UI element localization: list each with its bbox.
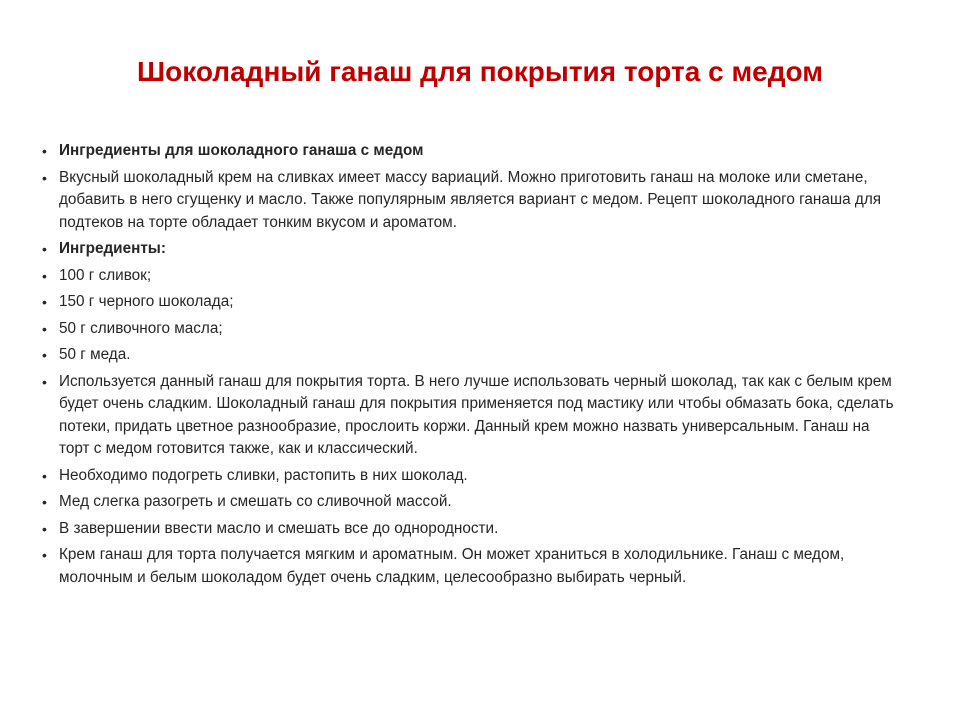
- list-item: [40, 140, 900, 163]
- bullet-icon: •: [42, 320, 47, 337]
- bullet-icon: •: [42, 347, 47, 363]
- bullet-icon: •: [42, 267, 47, 284]
- bullet-list: [40, 140, 900, 593]
- list-item-text: Необходимо подогреть сливки, растопить в них шоколад.: [59, 466, 468, 484]
- list-item: [40, 344, 900, 367]
- list-item-text: Мед слегка разогреть и смешать со сливочной массой.: [59, 493, 452, 510]
- bullet-icon: •: [42, 520, 47, 537]
- list-item: [40, 518, 900, 541]
- bullet-icon: •: [42, 143, 47, 159]
- list-item-text: 150 г черного шоколада;: [59, 293, 234, 310]
- list-item: [40, 318, 900, 341]
- list-item: [40, 371, 900, 461]
- list-item-text: Ингредиенты для шоколадного ганаша с медом: [59, 142, 424, 159]
- bullet-icon: •: [42, 547, 47, 563]
- list-item-text: 100 г сливок;: [59, 266, 152, 284]
- list-item: [40, 265, 900, 288]
- list-item: [40, 167, 900, 235]
- list-item-text: 50 г меда.: [59, 346, 131, 363]
- list-item: [40, 291, 900, 314]
- list-item-text: Крем ганаш для торта получается мягким и ароматным. Он может храниться в холодильнике. Ганаш с медом, молочным и белым шоколадом будет очень сладким, целесообразно выбирать черный.: [59, 546, 845, 586]
- bullet-icon: •: [42, 373, 47, 390]
- list-item-text: В завершении ввести масло и смешать все до однородности.: [59, 519, 499, 537]
- bullet-icon: •: [42, 494, 47, 510]
- list-item-text: Используется данный ганаш для покрытия торта. В него лучше использовать черный шоколад, так как с белым крем будет очень сладким. Шоколадный ганаш для покрытия применяется под мастику или чтобы обмазать бока, сделать потеки, придать цветное разнообразие, прослоить коржи. Данный крем можно назвать универсальным. Ганаш на торт с медом готовится также, как и классический.: [59, 372, 894, 457]
- list-item: [40, 544, 900, 589]
- list-item: [40, 465, 900, 488]
- list-item-text: 50 г сливочного масла;: [59, 319, 223, 337]
- list-item-text: Вкусный шоколадный крем на сливках имеет массу вариаций. Можно приготовить ганаш на молоке или сметане, добавить в него сгущенку и масло. Также популярным является вариант с медом. Рецепт шоколадного ганаша для подтеков на торте обладает тонким вкусом и ароматом.: [59, 168, 882, 231]
- slide-title: Шоколадный ганаш для покрытия торта с медом: [137, 56, 823, 87]
- list-item: [40, 238, 900, 261]
- list-item: [40, 491, 900, 514]
- bullet-icon: •: [42, 294, 47, 310]
- bullet-icon: •: [42, 467, 47, 484]
- bullet-icon: •: [42, 241, 47, 257]
- list-item-text: Ингредиенты:: [59, 240, 166, 257]
- bullet-icon: •: [42, 169, 47, 186]
